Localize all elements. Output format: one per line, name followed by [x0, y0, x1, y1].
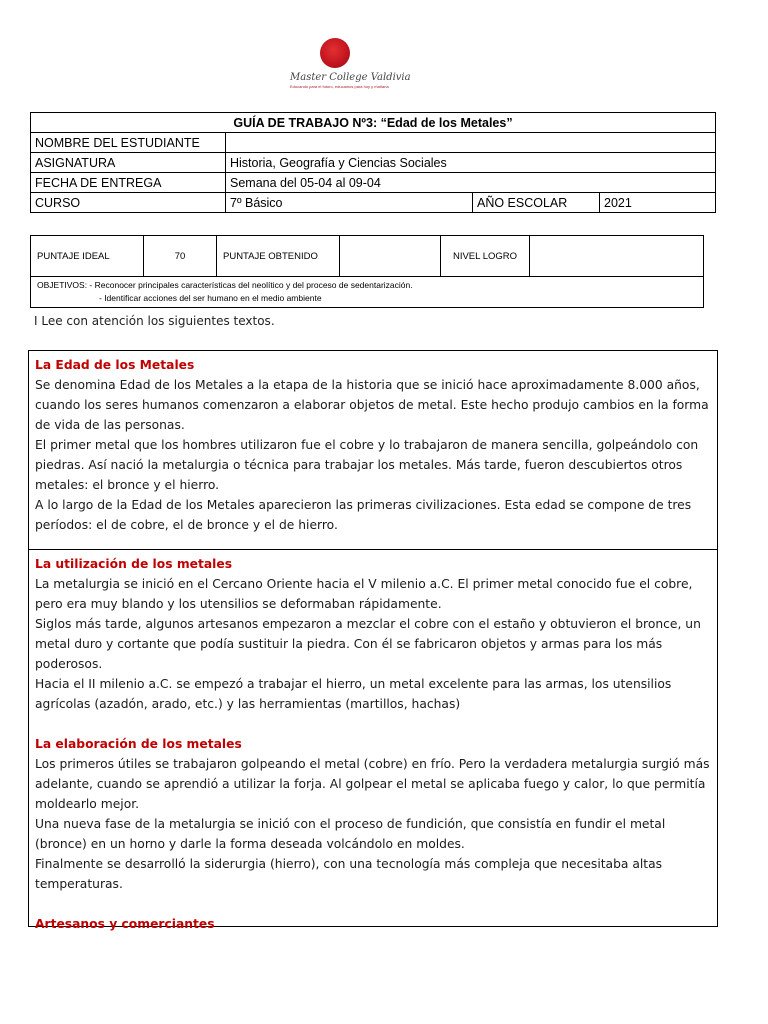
section-heading-edad-metales: La Edad de los Metales [35, 358, 195, 372]
worksheet-title: GUÍA DE TRABAJO Nº3: “Edad de los Metales” [31, 113, 716, 133]
paragraph: Se denomina Edad de los Metales a la etapa de la historia que se inició hace aproximadamente 8.000 años, cuando los seres humanos comenzaron a elaborar objetos de metal. Este hecho produjo cambios en la forma de vida de las personas. [35, 378, 709, 432]
student-name-field[interactable] [226, 133, 716, 153]
reading-box-2 [28, 549, 718, 931]
school-logo [290, 38, 411, 108]
objective-2: - Identificar acciones del ser humano en el medio ambiente [99, 293, 322, 303]
paragraph: Siglos más tarde, algunos artesanos empezaron a mezclar el cobre con el estaño y obtuvieron el bronce, un metal duro y cortante que podía sustituir la piedra. Con él se fabricaron objetos y armas para los más poderosos. [35, 617, 701, 671]
worksheet-info-table [30, 112, 716, 213]
subject-label: ASIGNATURA [31, 153, 226, 173]
paragraph: El primer metal que los hombres utilizaron fue el cobre y lo trabajaron de manera sencilla, golpeándolo con piedras. Así nació la metalurgia o técnica para trabajar los metales. Más tarde, fueron descubiertos otros metales: el bronce y el hierro. [35, 438, 699, 492]
paragraph: Finalmente se desarrolló la siderurgia (hierro), con una tecnología más compleja que necesitaba altas temperaturas. [35, 857, 663, 891]
section-heading-artesanos: Artesanos y comerciantes [35, 917, 215, 931]
obtained-score-label: PUNTAJE OBTENIDO [217, 236, 340, 277]
course-label: CURSO [31, 193, 226, 213]
school-year-value: 2021 [600, 193, 716, 213]
due-date-value: Semana del 05-04 al 09-04 [226, 173, 716, 193]
obtained-score-field[interactable] [340, 236, 441, 277]
achievement-level-field[interactable] [530, 236, 704, 277]
school-name: Master College Valdivia [290, 72, 411, 83]
section-heading-elaboracion: La elaboración de los metales [35, 737, 242, 751]
paragraph: A lo largo de la Edad de los Metales aparecieron las primeras civilizaciones. Esta edad se compone de tres períodos: el de cobre, el de bronce y el de hierro. [35, 498, 692, 532]
ideal-score-value: 70 [144, 236, 217, 277]
instruction-text: I Lee con atención los siguientes textos. [34, 314, 275, 328]
school-year-label: AÑO ESCOLAR [473, 193, 600, 213]
ideal-score-label: PUNTAJE IDEAL [31, 236, 144, 277]
paragraph: Hacia el II milenio a.C. se empezó a trabajar el hierro, un metal excelente para las armas, los utensilios agrícolas (azadón, arado, etc.) y las herramientas (martillos, hachas) [35, 677, 672, 711]
paragraph: La metalurgia se inició en el Cercano Oriente hacia el V milenio a.C. El primer metal conocido fue el cobre, pero era muy blando y los utensilios se deformaban rápidamente. [35, 577, 693, 611]
course-value: 7º Básico [226, 193, 473, 213]
paragraph: Una nueva fase de la metalurgia se inició con el proceso de fundición, que consistía en fundir el metal (bronce) en un horno y darle la forma deseada volcándolo en moldes. [35, 817, 666, 851]
paragraph: Los primeros útiles se trabajaron golpeando el metal (cobre) en frío. Pero la verdadera metalurgia surgió más adelante, cuando se aprendió a utilizar la forja. Al golpear el metal se aplicaba fuego y calor, lo que permitía moldearlo mejor. [35, 757, 710, 811]
reading-box-1 [28, 350, 718, 550]
school-seal-icon [320, 38, 350, 68]
section-heading-utilizacion: La utilización de los metales [35, 557, 233, 571]
score-table [30, 235, 704, 308]
subject-value: Historia, Geografía y Ciencias Sociales [226, 153, 716, 173]
school-motto: Educando para el futuro, educamos para hoy y mañana [290, 84, 389, 89]
objective-1: OBJETIVOS: - Reconocer principales características del neolítico y del proceso de sedentarización. [37, 280, 413, 290]
objectives-cell [31, 277, 704, 308]
achievement-level-label: NIVEL LOGRO [441, 236, 530, 277]
student-name-label: NOMBRE DEL ESTUDIANTE [31, 133, 226, 153]
due-date-label: FECHA DE ENTREGA [31, 173, 226, 193]
